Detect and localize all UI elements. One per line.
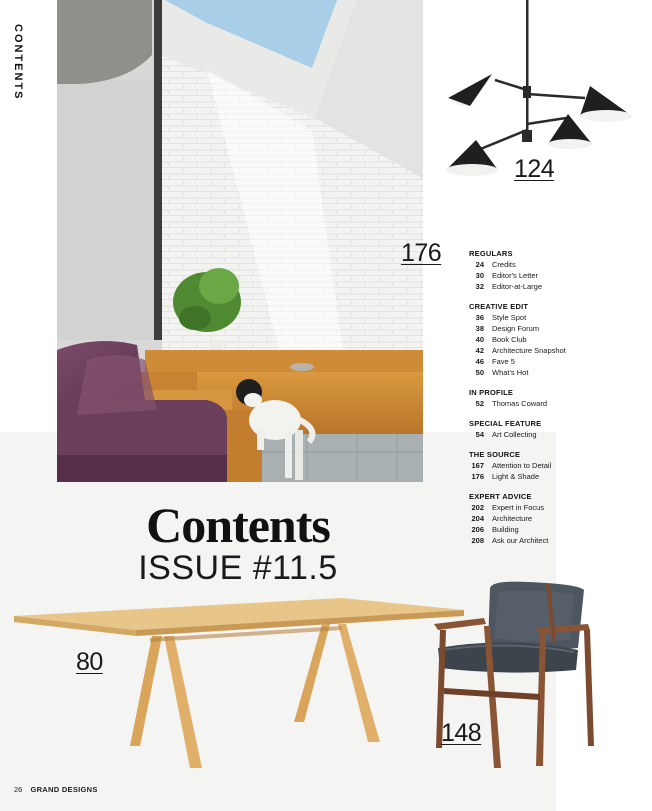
toc-entry[interactable] bbox=[469, 356, 649, 367]
toc-entry-page: 204 bbox=[471, 514, 484, 523]
toc-entry-label: What's Hot bbox=[492, 368, 529, 377]
issue-number: ISSUE #11.5 bbox=[138, 549, 338, 587]
toc-entry-page: 52 bbox=[475, 399, 484, 408]
toc-entry-label: Design Forum bbox=[492, 324, 540, 333]
toc-entry-label: Architecture bbox=[492, 514, 533, 523]
toc-entry-page: 40 bbox=[475, 335, 484, 344]
toc-section-title: SPECIAL FEATURE bbox=[469, 419, 542, 428]
toc-entry-page: 54 bbox=[475, 430, 484, 439]
toc-section-in-profile bbox=[469, 387, 649, 409]
toc-entry[interactable] bbox=[469, 460, 649, 471]
toc-section-title: EXPERT ADVICE bbox=[469, 492, 532, 501]
toc-entry[interactable] bbox=[469, 259, 649, 270]
toc-section-title: IN PROFILE bbox=[469, 388, 514, 397]
toc-entry-label: Building bbox=[492, 525, 519, 534]
toc-entry-label: Fave 5 bbox=[492, 357, 515, 366]
toc-entry-page: 24 bbox=[475, 260, 484, 269]
toc-entry[interactable] bbox=[469, 345, 649, 356]
table-of-contents bbox=[469, 248, 649, 555]
toc-entry-label: Architecture Snapshot bbox=[492, 346, 566, 355]
toc-entry[interactable] bbox=[469, 429, 649, 440]
toc-entry-page: 202 bbox=[471, 503, 484, 512]
toc-entry-page: 50 bbox=[475, 368, 484, 377]
toc-section-expert-advice bbox=[469, 491, 649, 546]
toc-entry-page: 46 bbox=[475, 357, 484, 366]
toc-entry-page: 42 bbox=[475, 346, 484, 355]
vertical-section-label: CONTENTS bbox=[12, 24, 24, 101]
page-title: Contents bbox=[146, 497, 330, 553]
toc-entry-page: 30 bbox=[475, 271, 484, 280]
page-ref-lamp[interactable]: 124 bbox=[514, 155, 555, 183]
page-ref-chair[interactable]: 148 bbox=[441, 719, 482, 747]
toc-entry-page: 36 bbox=[475, 313, 484, 322]
toc-entry-page: 176 bbox=[471, 472, 484, 481]
toc-entry[interactable] bbox=[469, 502, 649, 513]
toc-entry-label: Expert in Focus bbox=[492, 503, 545, 512]
toc-entry-label: Art Collecting bbox=[492, 430, 537, 439]
toc-entry[interactable] bbox=[469, 367, 649, 378]
toc-entry-page: 167 bbox=[471, 461, 484, 470]
toc-entry[interactable] bbox=[469, 270, 649, 281]
interior-photo bbox=[57, 0, 423, 482]
toc-entry[interactable] bbox=[469, 471, 649, 482]
toc-entry[interactable] bbox=[469, 312, 649, 323]
toc-entry[interactable] bbox=[469, 513, 649, 524]
toc-entry-label: Attention to Detail bbox=[492, 461, 552, 470]
toc-entry-label: Style Spot bbox=[492, 313, 527, 322]
toc-entry[interactable] bbox=[469, 535, 649, 546]
toc-entry-label: Credits bbox=[492, 260, 516, 269]
page-ref-table[interactable]: 80 bbox=[76, 648, 103, 676]
toc-entry[interactable] bbox=[469, 323, 649, 334]
page-footer bbox=[14, 785, 98, 794]
toc-entry[interactable] bbox=[469, 398, 649, 409]
toc-entry-label: Ask our Architect bbox=[492, 536, 549, 545]
toc-entry-page: 208 bbox=[471, 536, 484, 545]
toc-section-the-source bbox=[469, 449, 649, 482]
toc-entry-page: 32 bbox=[475, 282, 484, 291]
toc-entry-label: Editor's Letter bbox=[492, 271, 539, 280]
toc-entry-label: Light & Shade bbox=[492, 472, 540, 481]
magazine-name: GRAND DESIGNS bbox=[30, 785, 98, 794]
toc-entry-label: Book Club bbox=[492, 335, 527, 344]
toc-entry[interactable] bbox=[469, 334, 649, 345]
toc-entry-label: Editor-at-Large bbox=[492, 282, 543, 291]
toc-section-creative-edit bbox=[469, 301, 649, 378]
toc-section-title: REGULARS bbox=[469, 249, 513, 258]
interior-photo-illustration bbox=[57, 0, 423, 482]
dining-table-image bbox=[12, 596, 468, 772]
toc-entry-page: 38 bbox=[475, 324, 484, 333]
toc-section-regulars bbox=[469, 248, 649, 292]
page-ref-photo[interactable]: 176 bbox=[401, 239, 442, 267]
toc-entry-page: 206 bbox=[471, 525, 484, 534]
toc-section-special-feature bbox=[469, 418, 649, 440]
toc-entry[interactable] bbox=[469, 281, 649, 292]
toc-section-title: THE SOURCE bbox=[469, 450, 521, 459]
toc-section-title: CREATIVE EDIT bbox=[469, 302, 529, 311]
toc-entry[interactable] bbox=[469, 524, 649, 535]
folio-number: 26 bbox=[14, 785, 23, 794]
toc-entry-label: Thomas Coward bbox=[492, 399, 548, 408]
